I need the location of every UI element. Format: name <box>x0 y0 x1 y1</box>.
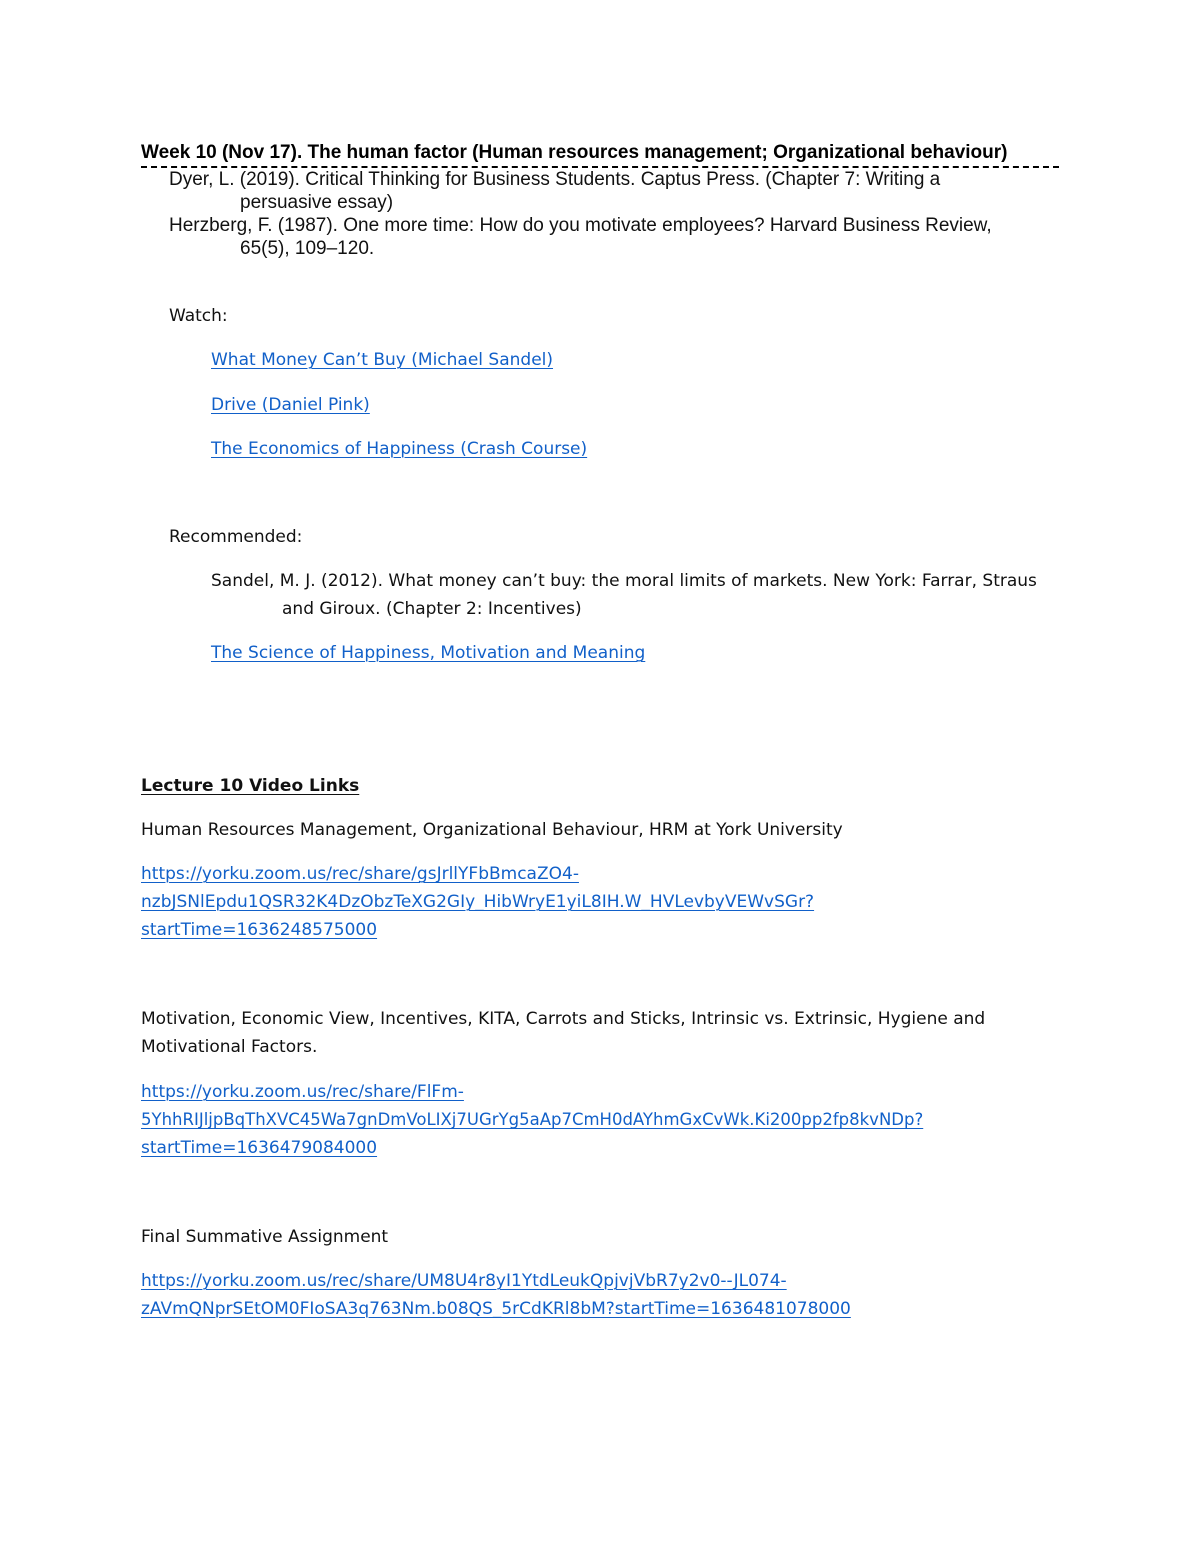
reading-line: Herzberg, F. (1987). One more time: How do you motivate employees? Harvard Business Review, <box>169 215 992 236</box>
lecture-heading: Lecture 10 Video Links <box>141 776 360 796</box>
reading-herzberg <box>169 214 992 260</box>
video-description: Motivation, Economic View, Incentives, KITA, Carrots and Sticks, Intrinsic vs. Extrinsic, Hygiene and <box>141 1009 986 1029</box>
video-url-line[interactable]: startTime=1636479084000 <box>141 1138 378 1158</box>
video-url-line[interactable]: 5YhhRIJljpBqThXVC45Wa7gnDmVoLIXj7UGrYg5aAp7CmH0dAYhmGxCvWk.Ki200pp2fp8kvNDp? <box>141 1110 924 1129</box>
watch-label: Watch: <box>169 306 228 326</box>
video-description-continued: Motivational Factors. <box>141 1037 318 1057</box>
watch-link-pink[interactable]: Drive (Daniel Pink) <box>211 395 370 415</box>
video-url-line[interactable]: nzbJSNlEpdu1QSR32K4DzObzTeXG2GIy_HibWryE1yiL8IH.W_HVLevbyVEWvSGr? <box>141 892 815 912</box>
reading-dyer <box>169 168 940 214</box>
recommended-citation: Sandel, M. J. (2012). What money can’t buy: the moral limits of markets. New York: Farrar, Straus <box>211 571 1037 591</box>
reading-line-continued: 65(5), 109–120. <box>240 238 375 259</box>
recommended-citation-continued: and Giroux. (Chapter 2: Incentives) <box>282 599 582 619</box>
video-description: Final Summative Assignment <box>141 1227 389 1247</box>
recommended-label: Recommended: <box>169 527 303 547</box>
video-url-line[interactable]: startTime=1636248575000 <box>141 920 378 940</box>
reading-line-continued: persuasive essay) <box>240 192 394 213</box>
week-heading: Week 10 (Nov 17). The human factor (Human resources management; Organizational behaviour) <box>141 141 1059 168</box>
reading-line: Dyer, L. (2019). Critical Thinking for Business Students. Captus Press. (Chapter 7: Writing a <box>169 169 941 190</box>
watch-link-sandel[interactable]: What Money Can’t Buy (Michael Sandel) <box>211 350 554 370</box>
watch-link-crash-course[interactable]: The Economics of Happiness (Crash Course) <box>211 439 588 459</box>
video-url-line[interactable]: zAVmQNprSEtOM0FIoSA3q763Nm.b08QS_5rCdKRl8bM?startTime=1636481078000 <box>141 1299 851 1319</box>
video-url-line[interactable]: https://yorku.zoom.us/rec/share/FlFm- <box>141 1082 464 1102</box>
video-url-line[interactable]: https://yorku.zoom.us/rec/share/gsJrllYFbBmcaZO4- <box>141 864 579 884</box>
video-description: Human Resources Management, Organizational Behaviour, HRM at York University <box>141 820 843 840</box>
video-url-line[interactable]: https://yorku.zoom.us/rec/share/UM8U4r8yI1YtdLeukQpjvjVbR7y2v0--JL074- <box>141 1271 787 1291</box>
recommended-link[interactable]: The Science of Happiness, Motivation and Meaning <box>211 643 646 663</box>
